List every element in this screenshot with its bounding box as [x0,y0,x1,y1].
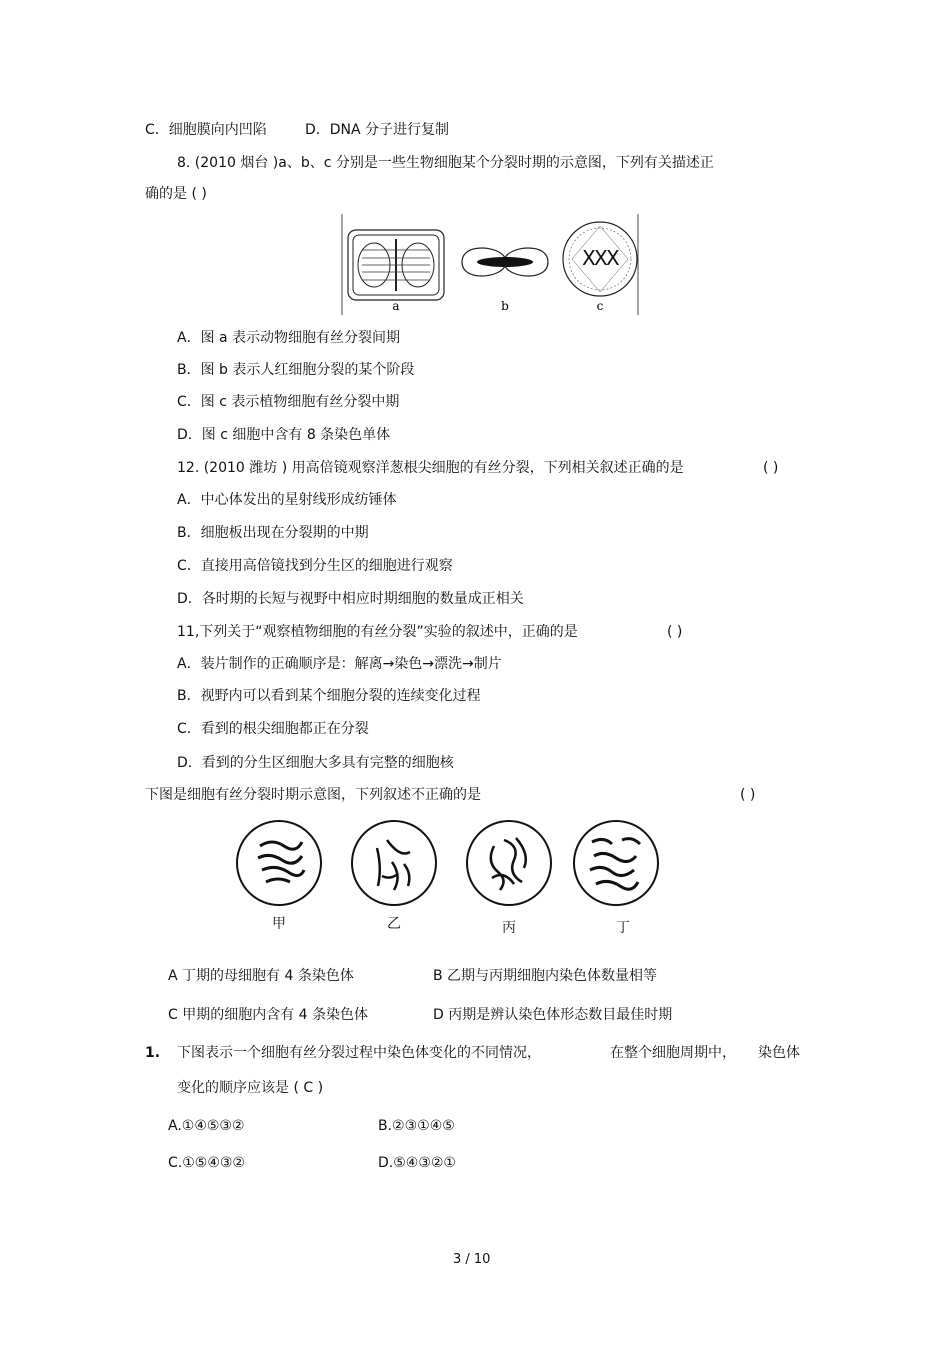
q1-number: 1. [145,1045,161,1061]
q12-option-c: C．直接用高倍镜找到分生区的细胞进行观察 [177,558,453,574]
q-fig-option-a: A 丁期的母细胞有 4 条染色体 [168,968,354,984]
q1-option-c: C.①⑤④③② [168,1155,245,1171]
q12-option-d: D．各时期的长短与视野中相应时期细胞的数量成正相关 [177,591,524,607]
q1-stem-part2: 在整个细胞周期中， [610,1045,736,1061]
q1-stem-part3: 染色体 [758,1045,800,1061]
q11-option-b: B．视野内可以看到某个细胞分裂的连续变化过程 [177,688,481,704]
cell-ding [574,821,658,905]
q11-answer-paren: ( ) [667,624,683,640]
q7-option-d: D．DNA 分子进行复制 [305,122,450,138]
q1-stem-line2: 变化的顺序应该是 ( C ) [177,1080,324,1096]
q-fig-option-d: D 丙期是辨认染色体形态数目最佳时期 [433,1007,673,1023]
cell-yi [352,821,436,905]
q11-option-c: C．看到的根尖细胞都正在分裂 [177,721,369,737]
svg-text:X: X [606,246,620,270]
cell-jia [237,821,321,905]
cell-label-yi: 乙 [387,916,401,932]
q1-option-d: D.⑤④③②① [378,1155,456,1171]
cell-label-bing: 丙 [502,920,516,936]
q-fig-answer-paren: ( ) [740,787,756,803]
q12-answer-paren: ( ) [763,460,779,476]
mitosis-stages-figure [232,816,664,938]
figure-c-cell [563,222,637,296]
figure-label-c: c [596,299,604,313]
q8-option-a: A．图 a 表示动物细胞有丝分裂间期 [177,330,401,346]
q12-option-b: B．细胞板出现在分裂期的中期 [177,525,369,541]
svg-text:X: X [594,246,608,270]
q11-option-d: D．看到的分生区细胞大多具有完整的细胞核 [177,755,454,771]
q1-stem-part1: 下图表示一个细胞有丝分裂过程中染色体变化的不同情况， [177,1045,541,1061]
svg-text:X: X [582,246,596,270]
cell-bing [467,821,551,905]
q8-stem-line1: 8. (2010 烟台 )a、b、c 分别是一些生物细胞某个分裂时期的示意图，下列有关描述正 [177,155,714,171]
figure-a-cell [348,230,444,300]
figure-b-cell [462,248,548,276]
q8-option-b: B．图 b 表示人红细胞分裂的某个阶段 [177,362,415,378]
cell-label-jia: 甲 [272,916,286,932]
q8-option-d: D．图 c 细胞中含有 8 条染色单体 [177,427,391,443]
q7-option-c: C．细胞膜向内凹陷 [145,122,267,138]
q-fig-option-c: C 甲期的细胞内含有 4 条染色体 [168,1007,369,1023]
figure-label-a: a [392,299,400,313]
figure-label-b: b [501,299,509,313]
cell-label-ding: 丁 [616,920,630,936]
q1-option-b: B.②③①④⑤ [378,1118,455,1134]
q1-option-a: A.①④⑤③② [168,1118,245,1134]
page-number: 3 / 10 [453,1252,491,1267]
q11-option-a: A．装片制作的正确顺序是：解离→染色→漂洗→制片 [177,656,502,672]
q12-stem: 12. (2010 潍坊 ) 用高倍镜观察洋葱根尖细胞的有丝分裂，下列相关叙述正确的是 [177,460,684,476]
q11-stem: 11,下列关于“观察植物细胞的有丝分裂”实验的叙述中，正确的是 [177,624,578,640]
q12-option-a: A．中心体发出的星射线形成纺锤体 [177,492,397,508]
q8-option-c: C．图 c 表示植物细胞有丝分裂中期 [177,394,400,410]
q8-stem-line2: 确的是 ( ) [145,186,207,202]
q-fig-stem: 下图是细胞有丝分裂时期示意图，下列叙述不正确的是 [145,787,481,803]
q-fig-option-b: B 乙期与丙期细胞内染色体数量相等 [433,968,658,984]
cell-division-figure-abc [340,212,640,317]
